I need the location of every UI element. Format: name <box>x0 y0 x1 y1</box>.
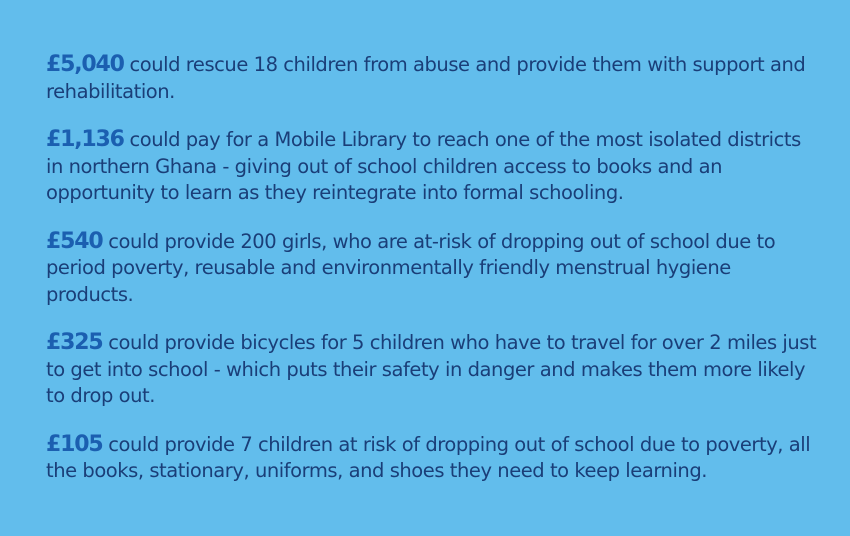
donation-description: could rescue 18 children from abuse and provide them with support and rehabilitation. <box>46 53 806 103</box>
donation-item-540 <box>46 229 821 309</box>
donation-amount: £325 <box>46 330 103 355</box>
donation-item-1136 <box>46 127 821 207</box>
donation-description: could provide 7 children at risk of dropping out of school due to poverty, all the books, stationary, uniforms, and shoes they need to keep learning. <box>46 432 811 482</box>
donation-amount: £1,136 <box>46 127 124 152</box>
donation-item-105 <box>46 432 821 485</box>
donation-item-5040 <box>46 52 821 105</box>
donation-impact-list <box>46 52 821 507</box>
donation-amount: £105 <box>46 431 103 457</box>
donation-item-325 <box>46 330 821 410</box>
donation-description: could pay for a Mobile Library to reach one of the most isolated districts in northern Ghana - giving out of school children access to books and an opportunity to learn as they reintegrate into formal schooling. <box>46 128 801 204</box>
donation-amount: £540 <box>46 228 103 254</box>
donation-description: could provide 200 girls, who are at-risk of dropping out of school due to period poverty, reusable and environmentally friendly menstrual hygiene products. <box>46 229 776 306</box>
donation-description: could provide bicycles for 5 children who have to travel for over 2 miles just to get into school - which puts their safety in danger and makes them more likely to drop out. <box>46 331 817 407</box>
donation-amount: £5,040 <box>46 52 124 77</box>
